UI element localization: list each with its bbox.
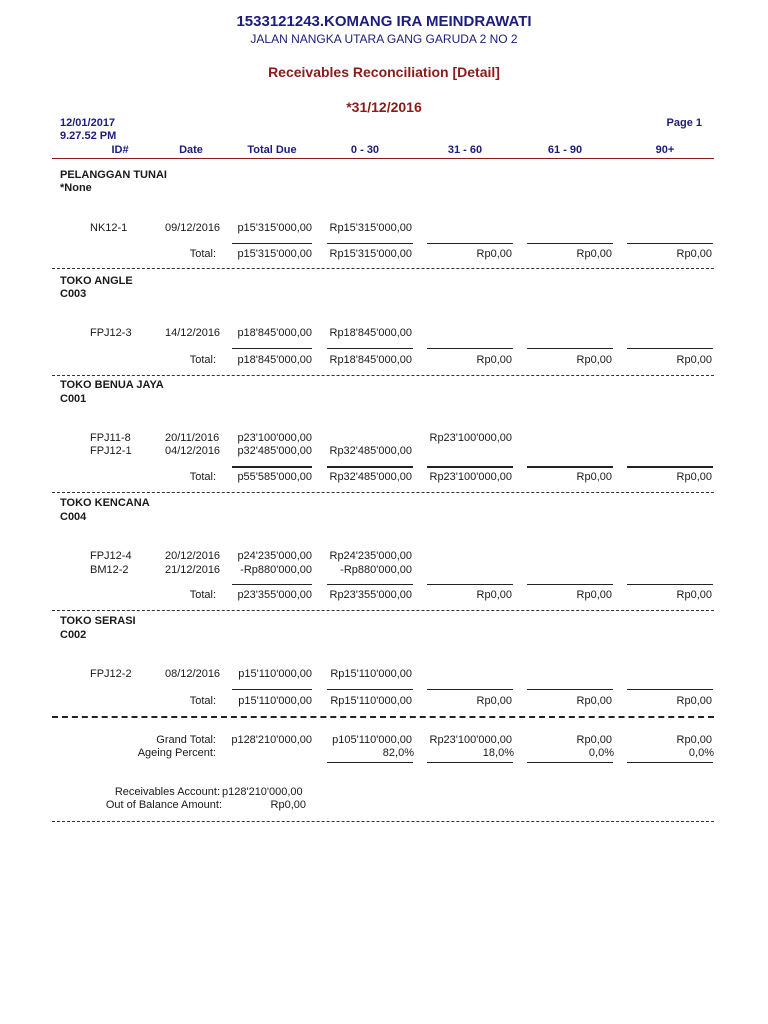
customer-code: C004	[60, 511, 87, 523]
section-divider	[52, 375, 714, 376]
total-due: p15'315'000,00	[237, 248, 312, 260]
invoice-date: 20/12/2016	[165, 550, 221, 562]
invoice-0-30: Rp18'845'000,00	[329, 327, 412, 339]
invoice-id: FPJ11-8	[90, 432, 131, 444]
total-label: Total:	[189, 589, 216, 601]
invoice-date: 04/12/2016	[165, 445, 221, 457]
invoice-0-30: Rp24'235'000,00	[329, 550, 412, 562]
customer-name: TOKO KENCANA	[60, 497, 150, 509]
invoice-0-30: Rp15'315'000,00	[329, 222, 412, 234]
print-date: 12/01/2017	[60, 117, 116, 129]
company-address: JALAN NANGKA UTARA GANG GARUDA 2 NO 2	[250, 32, 518, 46]
invoice-date: 09/12/2016	[165, 222, 221, 234]
total-label: Total:	[189, 354, 216, 366]
subtotal-rule	[527, 584, 613, 585]
invoice-date: 21/12/2016	[165, 564, 221, 576]
grand-total-due: p128'210'000,00	[231, 734, 312, 746]
total-due: p18'845'000,00	[237, 354, 312, 366]
invoice-date: 08/12/2016	[165, 668, 221, 680]
footer-divider	[52, 821, 714, 822]
receivables-account-label: Receivables Account:	[114, 786, 220, 798]
col-header-90-plus: 90+	[655, 144, 675, 156]
subtotal-rule	[327, 348, 413, 349]
subtotal-rule	[527, 466, 613, 468]
subtotal-rule	[527, 348, 613, 349]
total-90-plus: Rp0,00	[676, 471, 712, 483]
header-rule	[52, 158, 714, 159]
customer-name: PELANGGAN TUNAI	[60, 169, 167, 181]
subtotal-rule	[527, 689, 613, 690]
total-90-plus: Rp0,00	[676, 248, 712, 260]
subtotal-rule	[627, 689, 713, 690]
total-0-30: Rp32'485'000,00	[329, 471, 412, 483]
ageing-rule	[527, 762, 613, 763]
total-due: p55'585'000,00	[237, 471, 312, 483]
total-0-30: Rp15'110'000,00	[330, 695, 412, 707]
grand-total-label: Grand Total:	[156, 734, 216, 746]
page-number: Page 1	[666, 117, 702, 129]
total-61-90: Rp0,00	[576, 354, 612, 366]
invoice-total-due: -Rp880'000,00	[240, 564, 312, 576]
total-31-60: Rp0,00	[476, 248, 512, 260]
total-label: Total:	[189, 248, 216, 260]
invoice-0-30: Rp15'110'000,00	[330, 668, 412, 680]
customer-name: TOKO ANGLE	[60, 275, 133, 287]
total-0-30: Rp18'845'000,00	[329, 354, 412, 366]
subtotal-rule	[327, 466, 413, 468]
invoice-id: FPJ12-3	[90, 327, 132, 339]
total-61-90: Rp0,00	[576, 695, 612, 707]
grand-total-31-60: Rp23'100'000,00	[429, 734, 512, 746]
ageing-rule	[327, 762, 413, 763]
subtotal-rule	[427, 348, 513, 349]
subtotal-rule	[327, 689, 413, 690]
subtotal-rule	[527, 243, 613, 244]
total-31-60: Rp0,00	[476, 354, 512, 366]
total-61-90: Rp0,00	[576, 248, 612, 260]
total-label: Total:	[189, 695, 216, 707]
print-time: 9.27.52 PM	[60, 130, 117, 142]
invoice-total-due: p15'315'000,00	[237, 222, 312, 234]
total-31-60: Rp0,00	[476, 589, 512, 601]
col-header-id: ID#	[111, 144, 129, 156]
section-divider	[52, 268, 714, 269]
section-divider	[52, 610, 714, 611]
invoice-total-due: p32'485'000,00	[237, 445, 312, 457]
invoice-31-60: Rp23'100'000,00	[429, 432, 512, 444]
total-due: p23'355'000,00	[237, 589, 312, 601]
ageing-percent-0-30: 82,0%	[382, 747, 414, 759]
customer-code: *None	[60, 182, 92, 194]
col-header-61-90: 61 - 90	[547, 144, 583, 156]
subtotal-rule	[627, 348, 713, 349]
col-header-date: Date	[179, 144, 203, 156]
grand-total-61-90: Rp0,00	[576, 734, 612, 746]
customer-code: C002	[60, 629, 87, 641]
total-31-60: Rp0,00	[476, 695, 512, 707]
ageing-rule	[627, 762, 713, 763]
total-due: p15'110'000,00	[238, 695, 312, 707]
total-0-30: Rp15'315'000,00	[329, 248, 412, 260]
total-61-90: Rp0,00	[576, 471, 612, 483]
subtotal-rule	[427, 584, 513, 585]
total-label: Total:	[189, 471, 216, 483]
total-90-plus: Rp0,00	[676, 589, 712, 601]
invoice-total-due: p24'235'000,00	[237, 550, 312, 562]
subtotal-rule	[232, 243, 312, 244]
customer-name: TOKO BENUA JAYA	[60, 379, 164, 391]
invoice-0-30: Rp32'485'000,00	[329, 445, 412, 457]
grand-total-divider	[52, 716, 714, 718]
invoice-id: FPJ12-1	[90, 445, 132, 457]
col-header-0-30: 0 - 30	[350, 144, 380, 156]
subtotal-rule	[327, 243, 413, 244]
report-title: Receivables Reconciliation [Detail]	[268, 64, 500, 80]
subtotal-rule	[327, 584, 413, 585]
col-header-31-60: 31 - 60	[447, 144, 483, 156]
total-0-30: Rp23'355'000,00	[329, 589, 412, 601]
grand-total-0-30: p105'110'000,00	[332, 734, 412, 746]
subtotal-rule	[627, 243, 713, 244]
customer-code: C001	[60, 393, 87, 405]
customer-name: TOKO SERASI	[60, 615, 136, 627]
as-of-date: *31/12/2016	[346, 99, 422, 115]
ageing-percent-90-plus: 0,0%	[688, 747, 714, 759]
invoice-total-due: p15'110'000,00	[238, 668, 312, 680]
ageing-percent-61-90: 0,0%	[588, 747, 614, 759]
invoice-id: FPJ12-4	[90, 550, 132, 562]
company-name: 1533121243.KOMANG IRA MEINDRAWATI	[236, 13, 532, 30]
total-90-plus: Rp0,00	[676, 354, 712, 366]
customer-code: C003	[60, 288, 87, 300]
total-61-90: Rp0,00	[576, 589, 612, 601]
subtotal-rule	[232, 689, 312, 690]
invoice-id: FPJ12-2	[90, 668, 132, 680]
total-90-plus: Rp0,00	[676, 695, 712, 707]
subtotal-rule	[427, 243, 513, 244]
section-divider	[52, 492, 714, 493]
subtotal-rule	[232, 466, 312, 468]
invoice-date: 14/12/2016	[165, 327, 221, 339]
col-header-total-due: Total Due	[247, 144, 297, 156]
subtotal-rule	[427, 689, 513, 690]
invoice-id: NK12-1	[90, 222, 128, 234]
subtotal-rule	[232, 348, 312, 349]
invoice-total-due: p23'100'000,00	[237, 432, 312, 444]
invoice-id: BM12-2	[90, 564, 129, 576]
invoice-total-due: p18'845'000,00	[237, 327, 312, 339]
out-of-balance-label: Out of Balance Amount:	[105, 799, 222, 811]
invoice-0-30: -Rp880'000,00	[340, 564, 412, 576]
invoice-date: 20/11/2016	[165, 432, 220, 444]
ageing-percent-label: Ageing Percent:	[137, 747, 216, 759]
grand-total-90-plus: Rp0,00	[676, 734, 712, 746]
ageing-percent-31-60: 18,0%	[482, 747, 514, 759]
subtotal-rule	[627, 584, 713, 585]
total-31-60: Rp23'100'000,00	[429, 471, 512, 483]
ageing-rule	[427, 762, 513, 763]
out-of-balance-value: Rp0,00	[270, 799, 306, 811]
subtotal-rule	[627, 466, 713, 468]
subtotal-rule	[427, 466, 513, 468]
subtotal-rule	[232, 584, 312, 585]
receivables-account-value: p128'210'000,00	[222, 786, 303, 798]
